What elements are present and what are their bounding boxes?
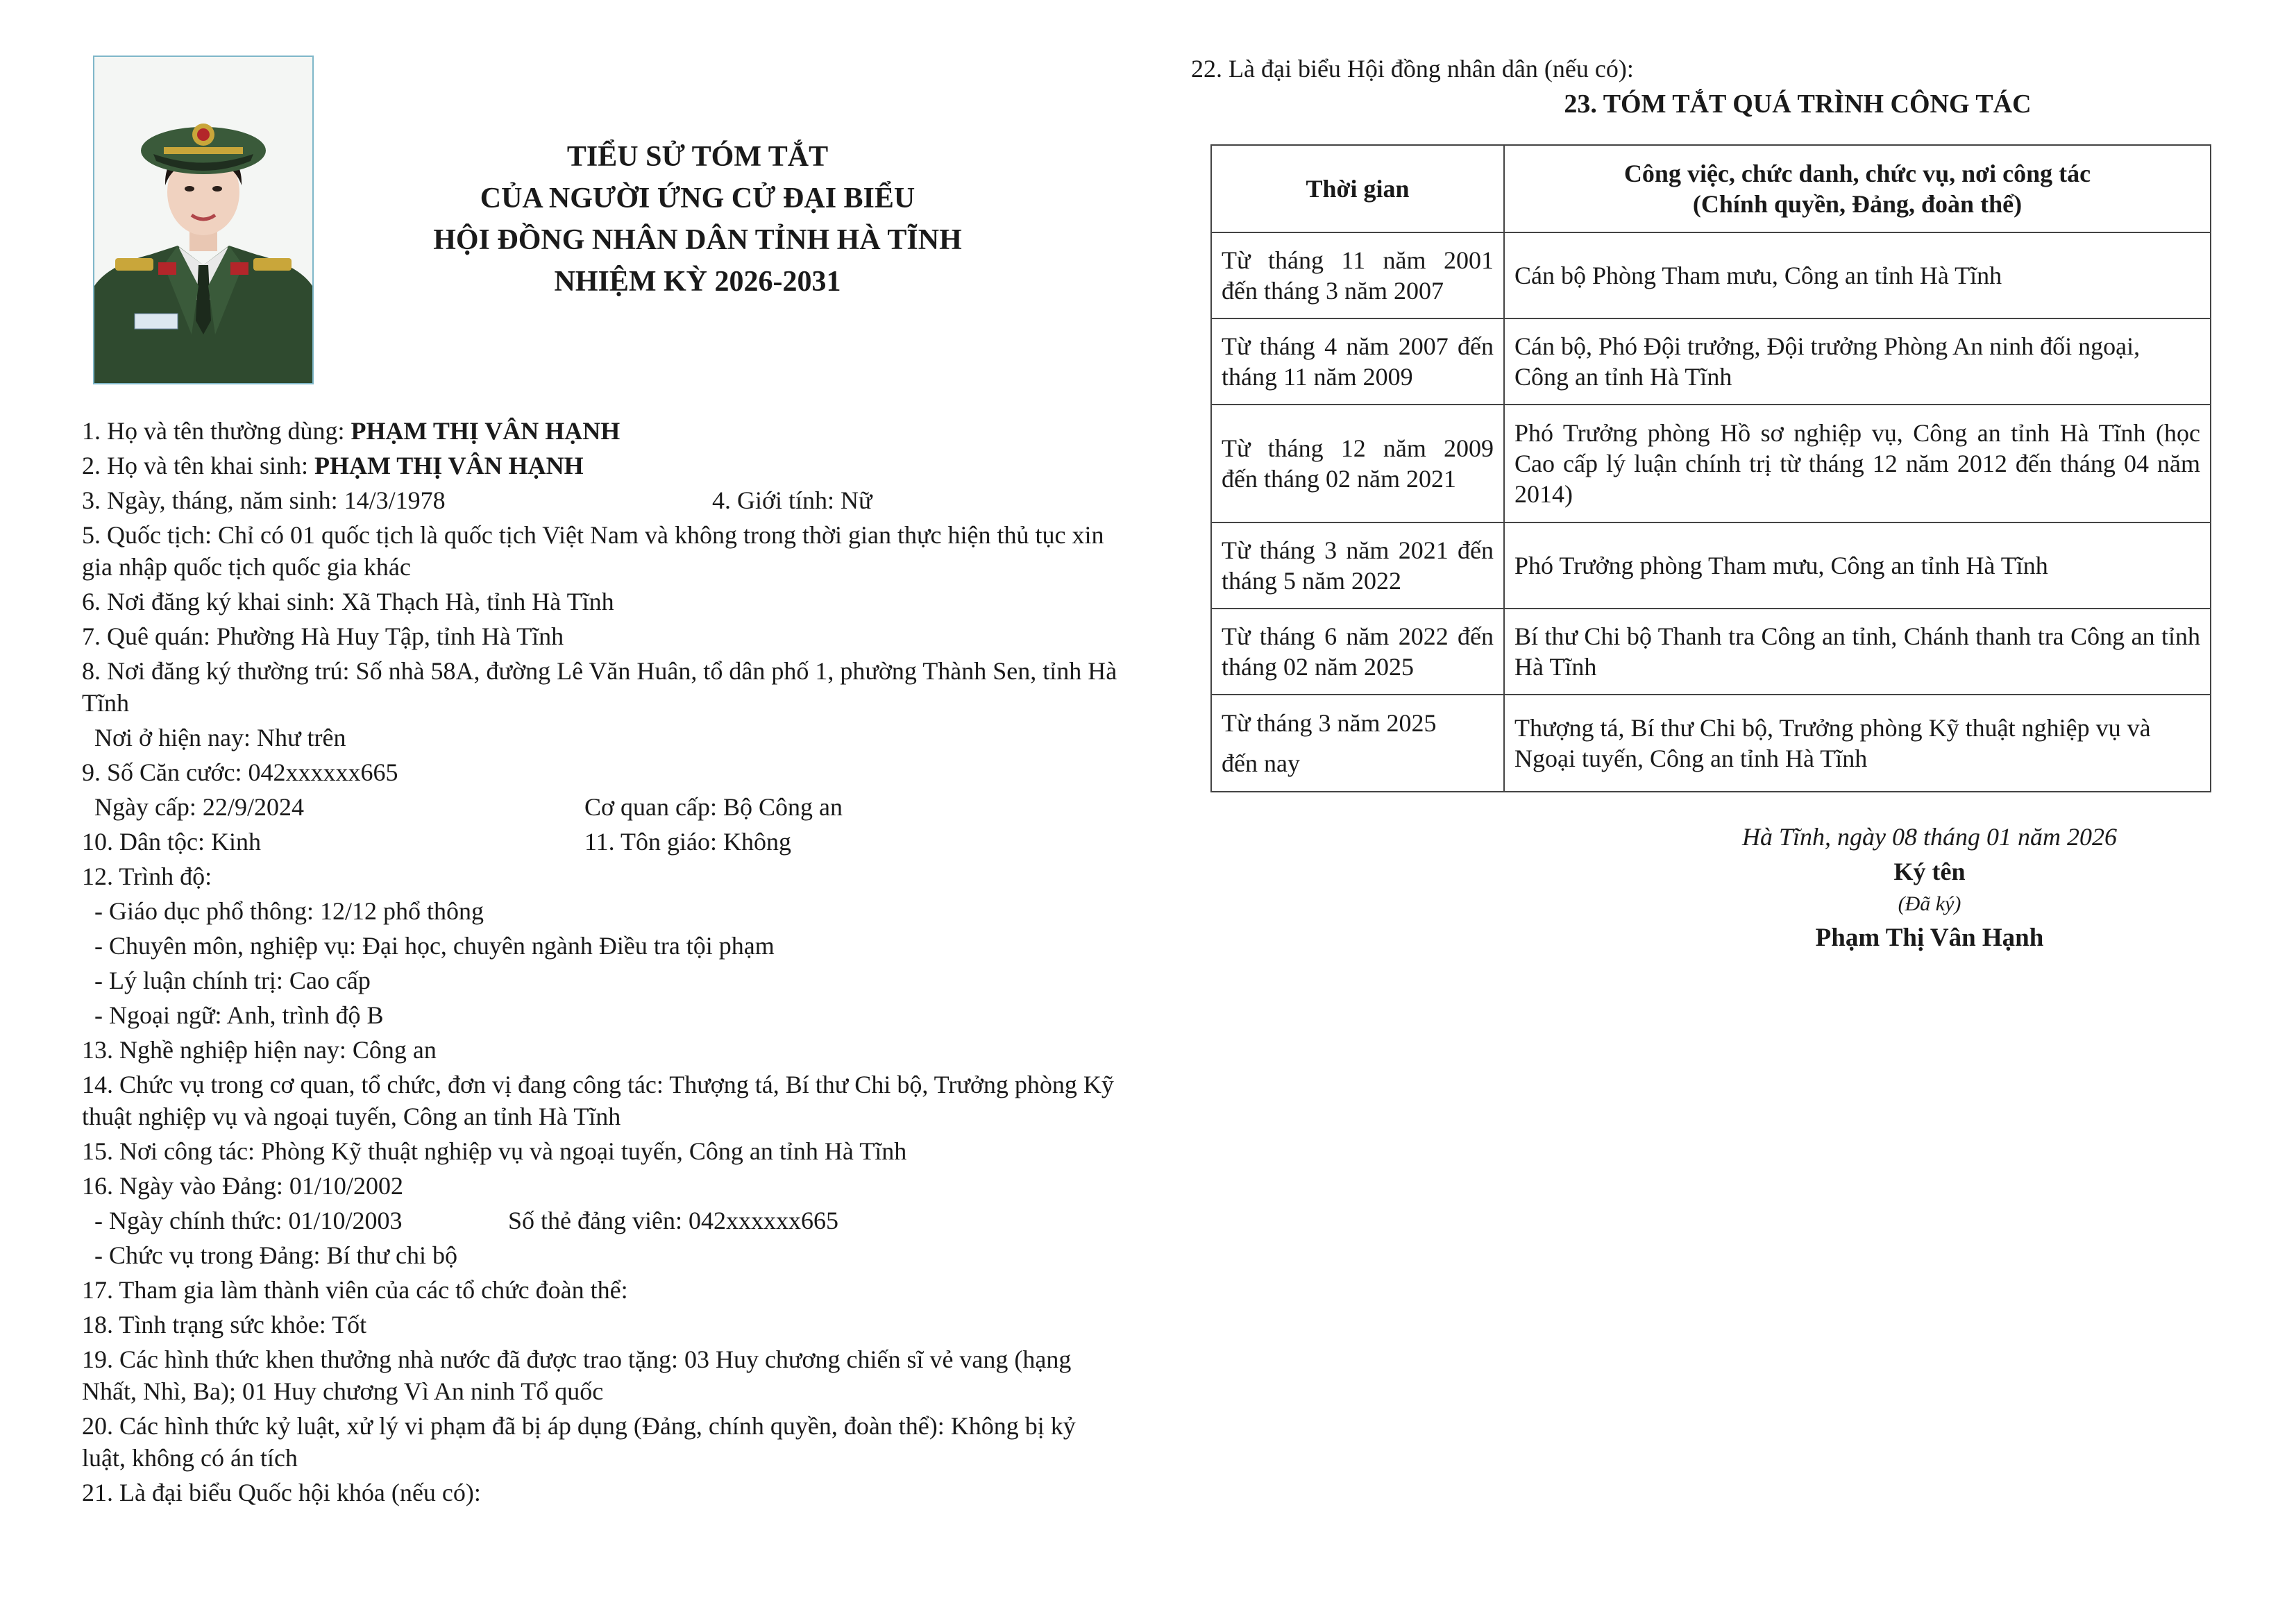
signer-name: Phạm Thị Vân Hạnh: [1815, 924, 2044, 952]
info-position: 14. Chức vụ trong cơ quan, tổ chức, đơn vị đang công tác: Thượng tá, Bí thư Chi bộ, Trưởng phòng Kỹ thuật nghiệp vụ và ngoại tuyến, Công an tỉnh Hà Tĩnh: [82, 1071, 1114, 1130]
title-line-1: TIỂU SỬ TÓM TẮT: [566, 141, 829, 173]
row-job: Phó Trưởng phòng Tham mưu, Công an tỉnh Hà Tĩnh: [1504, 522, 2211, 609]
row-time: [1211, 405, 1504, 522]
religion: 11. Tôn giáo: Không: [584, 828, 791, 856]
time-line-2: đến nay: [1222, 749, 1300, 777]
info-organizations: 17. Tham gia làm thành viên của các tổ chức đoàn thể:: [82, 1276, 628, 1304]
info-dob-gender: [82, 483, 1123, 518]
time-line-1: Từ tháng 12 năm 2009: [1222, 434, 1494, 462]
work-history-table: [1210, 144, 2211, 792]
value-birth-name: PHẠM THỊ VÂN HẠNH: [314, 452, 584, 479]
info-party-official: [82, 1203, 1123, 1238]
row-job: Phó Trưởng phòng Hồ sơ nghiệp vụ, Công an tỉnh Hà Tĩnh (học Cao cấp lý luận chính trị từ tháng 12 năm 2012 đến tháng 04 năm 2014): [1504, 405, 2211, 522]
row-time: [1211, 522, 1504, 609]
info-national-assembly: 21. Là đại biểu Quốc hội khóa (nếu có):: [82, 1479, 481, 1506]
date-of-birth: 3. Ngày, tháng, năm sinh: 14/3/1978: [82, 486, 446, 514]
info-political-theory: - Lý luận chính trị: Cao cấp: [94, 967, 371, 994]
info-party-position: - Chức vụ trong Đảng: Bí thư chi bộ: [94, 1241, 457, 1269]
party-official-date: - Ngày chính thức: 01/10/2003: [94, 1207, 403, 1234]
time-line-1: Từ tháng 3 năm 2021 đến: [1222, 536, 1494, 564]
time-line-2: đến tháng 3 năm 2007: [1222, 277, 1444, 305]
time-line-1: Từ tháng 6 năm 2022 đến: [1222, 622, 1494, 650]
time-line-1: Từ tháng 4 năm 2007 đến: [1222, 332, 1494, 360]
document-title: [354, 136, 1041, 303]
table-row: [1211, 405, 2211, 522]
info-birth-registration: 6. Nơi đăng ký khai sinh: Xã Thạch Hà, tỉnh Hà Tĩnh: [82, 588, 614, 615]
signature-block: [1624, 819, 2235, 956]
time-line-2: đến tháng 02 năm 2021: [1222, 465, 1456, 493]
info-foreign-language: - Ngoại ngữ: Anh, trình độ B: [94, 1001, 384, 1029]
personal-info: [82, 414, 1123, 1510]
header-job-line-1: Công việc, chức danh, chức vụ, nơi công tác: [1623, 160, 2091, 187]
value-common-name: PHẠM THỊ VÂN HẠNH: [351, 417, 621, 445]
info-nationality: 5. Quốc tịch: Chỉ có 01 quốc tịch là quốc tịch Việt Nam và không trong thời gian thực hiện thủ tục xin gia nhập quốc tịch quốc gia khác: [82, 521, 1104, 581]
work-history-heading: 23. TÓM TẮT QUÁ TRÌNH CÔNG TÁC: [1564, 90, 2032, 119]
info-awards: 19. Các hình thức khen thưởng nhà nước đã được trao tặng: 03 Huy chương chiến sĩ vẻ vang (hạng Nhất, Nhì, Ba); 01 Huy chương Vì An ninh Tổ quốc: [82, 1345, 1072, 1405]
row-time: [1211, 609, 1504, 695]
info-party-join-date: 16. Ngày vào Đảng: 01/10/2002: [82, 1172, 403, 1200]
signature-date: Hà Tĩnh, ngày 08 tháng 01 năm 2026: [1742, 823, 2117, 851]
info-education: 12. Trình độ:: [82, 863, 212, 890]
info-discipline: 20. Các hình thức kỷ luật, xử lý vi phạm đã bị áp dụng (Đảng, chính quyền, đoàn thể): Không bị kỷ luật, không có án tích: [82, 1412, 1076, 1472]
info-current-residence: Nơi ở hiện nay: Như trên: [94, 724, 346, 751]
label-birth-name: 2. Họ và tên khai sinh:: [82, 452, 314, 479]
row-job: Thượng tá, Bí thư Chi bộ, Trưởng phòng Kỹ thuật nghiệp vụ và Ngoại tuyến, Công an tỉnh Hà Tĩnh: [1504, 695, 2211, 792]
time-line-1: Từ tháng 3 năm 2025: [1222, 709, 1437, 737]
info-council-delegate: 22. Là đại biểu Hội đồng nhân dân (nếu có):: [1191, 55, 1634, 83]
row-job: Bí thư Chi bộ Thanh tra Công an tỉnh, Chánh thanh tra Công an tỉnh Hà Tĩnh: [1504, 609, 2211, 695]
table-row: [1211, 318, 2211, 405]
info-ethnicity-religion: [82, 824, 1123, 859]
info-hometown: 7. Quê quán: Phường Hà Huy Tập, tỉnh Hà Tĩnh: [82, 622, 564, 650]
portrait-photo: [93, 56, 314, 384]
time-line-2: tháng 5 năm 2022: [1222, 567, 1401, 595]
title-line-3: HỘI ĐỒNG NHÂN DÂN TỈNH HÀ TĨNH: [433, 224, 962, 256]
info-id-number: 9. Số Căn cước: 042xxxxxx665: [82, 758, 398, 786]
row-job: Cán bộ Phòng Tham mưu, Công an tỉnh Hà Tĩnh: [1504, 232, 2211, 318]
header-job-line-2: (Chính quyền, Đảng, đoàn thể): [1692, 190, 2023, 218]
info-general-education: - Giáo dục phổ thông: 12/12 phổ thông: [94, 897, 484, 925]
gender: 4. Giới tính: Nữ: [712, 486, 872, 514]
id-issuing-agency: Cơ quan cấp: Bộ Công an: [584, 793, 843, 821]
info-workplace: 15. Nơi công tác: Phòng Kỹ thuật nghiệp vụ và ngoại tuyến, Công an tỉnh Hà Tĩnh: [82, 1137, 907, 1165]
table-row: [1211, 232, 2211, 318]
title-line-2: CỦA NGƯỜI ỨNG CỬ ĐẠI BIỂU: [480, 182, 915, 214]
row-time: [1211, 232, 1504, 318]
time-line-2: tháng 11 năm 2009: [1222, 363, 1413, 391]
title-line-4: NHIỆM KỲ 2026-2031: [554, 266, 841, 298]
table-row: [1211, 522, 2211, 609]
party-card-number: Số thẻ đảng viên: 042xxxxxx665: [508, 1207, 838, 1234]
table-row: [1211, 695, 2211, 792]
id-issue-date: Ngày cấp: 22/9/2024: [94, 793, 304, 821]
time-line-2: tháng 02 năm 2025: [1222, 653, 1414, 681]
row-job: Cán bộ, Phó Đội trưởng, Đội trưởng Phòng An ninh đối ngoại, Công an tỉnh Hà Tĩnh: [1504, 318, 2211, 405]
info-health: 18. Tình trạng sức khỏe: Tốt: [82, 1311, 367, 1339]
info-birth-name: [82, 448, 1123, 483]
header-time: Thời gian: [1211, 145, 1504, 232]
row-time: [1211, 695, 1504, 792]
info-permanent-residence: 8. Nơi đăng ký thường trú: Số nhà 58A, đường Lê Văn Huân, tổ dân phố 1, phường Thành Sen, tỉnh Hà Tĩnh: [82, 657, 1117, 717]
info-id-issue: [82, 790, 1123, 824]
info-occupation: 13. Nghề nghiệp hiện nay: Công an: [82, 1036, 437, 1064]
table-row: [1211, 609, 2211, 695]
ethnicity: 10. Dân tộc: Kinh: [82, 828, 261, 856]
info-full-name: [82, 414, 1123, 448]
header-job: [1504, 145, 2211, 232]
info-professional: - Chuyên môn, nghiệp vụ: Đại học, chuyên ngành Điều tra tội phạm: [94, 932, 775, 960]
label-common-name: 1. Họ và tên thường dùng:: [82, 417, 351, 445]
table-header-row: [1211, 145, 2211, 232]
signature-label: Ký tên: [1893, 858, 1966, 885]
portrait-icon: [94, 57, 312, 383]
row-time: [1211, 318, 1504, 405]
signed-note: (Đã ký): [1898, 892, 1961, 915]
time-line-1: Từ tháng 11 năm 2001: [1222, 246, 1494, 274]
